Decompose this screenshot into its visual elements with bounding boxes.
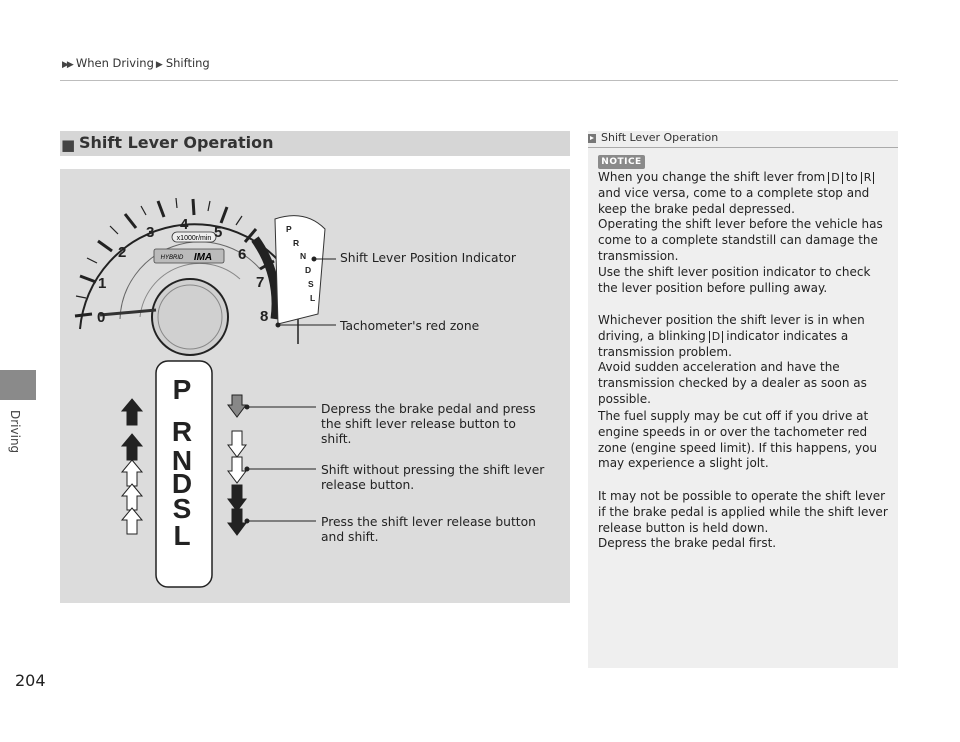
key-d-icon: D	[709, 331, 723, 343]
indicator-s: S	[308, 279, 314, 289]
arrow-up-filled-icon	[122, 399, 142, 425]
indicator-p: P	[286, 224, 292, 234]
tach-hub	[152, 279, 228, 355]
sidebar-paragraph-4	[598, 313, 890, 408]
header-divider	[60, 80, 898, 81]
tach-num-7: 7	[256, 274, 265, 291]
shift-position-indicator	[275, 216, 325, 324]
callout-red-zone: Tachometer's red zone	[340, 319, 480, 333]
tach-num-3: 3	[146, 224, 155, 241]
breadcrumb	[62, 56, 210, 70]
sidebar-paragraph-7	[598, 489, 890, 552]
gate-letter-d: D	[171, 468, 193, 499]
gate-letter-p: P	[172, 374, 192, 405]
tach-tick-3	[125, 214, 136, 228]
sidebar-paragraph-7-text: It may not be possible to operate the shift lever if the brake pedal is applied while the shift lever release button is held down.	[598, 489, 888, 535]
section-title-bar	[60, 131, 570, 156]
p1-part-a: When you change the shift lever from	[598, 170, 826, 184]
square-bullet-icon: ■	[61, 136, 76, 154]
p1-part-b: and vice versa, come to a complete stop and keep the brake pedal depressed.	[598, 185, 870, 216]
breadcrumb-arrow-icon: ▶	[155, 60, 163, 70]
sidebar-paragraph-2: Operating the shift lever before the vehicle has come to a complete standstill can damage the transmission.	[598, 217, 883, 263]
gate-letter-l: L	[173, 520, 191, 551]
arrow-up-filled-icon	[122, 434, 142, 460]
arrow-up-outline-icon	[122, 460, 142, 486]
key-r-icon: R	[861, 172, 875, 184]
tach-tick-2	[98, 241, 112, 251]
arrow-down-outline-icon	[228, 457, 246, 483]
gate-letter-s: S	[172, 493, 192, 524]
sidebar-paragraph-6: The fuel supply may be cut off if you drive at engine speeds in or over the tachometer red zone (engine speed limit). If this happens, you may experience a slight jolt.	[598, 409, 878, 471]
indicator-n: N	[300, 251, 307, 261]
tach-num-0: 0	[97, 309, 106, 326]
chapter-tab[interactable]	[0, 370, 36, 400]
notice-badge: NOTICE	[598, 155, 645, 169]
arrow-down-outline-icon	[228, 431, 246, 457]
chapter-tab-label: Driving	[8, 410, 22, 454]
page-number: 204	[15, 671, 46, 690]
arrow-up-outline-icon	[122, 508, 142, 534]
indicator-l: L	[310, 293, 316, 303]
reference-arrow-icon	[588, 134, 596, 143]
tach-needle	[100, 310, 156, 315]
tach-tick-0	[75, 314, 92, 316]
ima-badge-sub: HYBRID	[160, 255, 184, 261]
breadcrumb-item-shifting[interactable]: Shifting	[165, 56, 210, 70]
tach-num-1: 1	[98, 275, 107, 292]
ima-badge-text: IMA	[193, 252, 213, 263]
p1-to: to	[845, 170, 858, 184]
shift-gate	[156, 361, 212, 587]
indicator-r: R	[293, 238, 300, 248]
shift-lever-figure	[60, 169, 570, 603]
tach-num-5: 5	[214, 224, 223, 241]
sidebar-paragraph-5: Avoid sudden acceleration and have the transmission checked by a dealer as soon as possible.	[598, 360, 867, 406]
left-arrows	[122, 399, 142, 534]
tach-tick-1	[80, 276, 96, 282]
sidebar-paragraph-8: Depress the brake pedal first.	[598, 536, 777, 551]
callout-depress-brake: Depress the brake pedal and press the shift lever release button to shift.	[321, 402, 536, 446]
key-d-icon: D	[828, 172, 842, 184]
callout-press-button: Press the shift lever release button and shift.	[321, 515, 536, 544]
gate-letter-n: N	[171, 445, 193, 476]
gate-letter-r: R	[171, 416, 193, 447]
tach-tick-4	[158, 201, 164, 217]
tach-num-4: 4	[180, 216, 189, 233]
callout-shift-without: Shift without pressing the shift lever release button.	[321, 463, 545, 492]
tach-num-6: 6	[238, 246, 247, 263]
tach-tick-6	[221, 207, 227, 223]
p4-part-a: Whichever position the shift lever is in when driving, a blinking	[598, 313, 865, 343]
sidebar-paragraph-1	[598, 170, 890, 265]
sidebar-heading-label: Shift Lever Operation	[601, 131, 719, 144]
right-arrows	[228, 395, 246, 535]
tach-unit-label: x1000r/min	[176, 235, 212, 242]
breadcrumb-item-when-driving[interactable]: When Driving	[75, 56, 154, 70]
callout-position-indicator: Shift Lever Position Indicator	[340, 251, 516, 265]
breadcrumb-arrow-icon: ▶▶	[62, 60, 72, 70]
indicator-d: D	[305, 265, 312, 275]
tach-tick-5	[193, 199, 194, 215]
sidebar-paragraph-3: Use the shift lever position indicator to check the lever position before pulling away.	[598, 265, 871, 295]
tach-num-8: 8	[260, 308, 269, 325]
arrow-down-filled-icon	[228, 509, 246, 535]
sidebar-divider	[588, 147, 898, 148]
arrow-up-outline-icon	[122, 484, 142, 510]
arrow-down-gray-icon	[228, 395, 246, 417]
tachometer	[75, 198, 298, 355]
tach-num-2: 2	[118, 244, 127, 261]
p4-part-b: indicator indicates a transmission problem.	[598, 328, 849, 359]
chapter-tab-label-wrap	[2, 400, 32, 460]
arrow-down-filled-icon	[228, 485, 246, 511]
section-title: Shift Lever Operation	[79, 133, 274, 152]
